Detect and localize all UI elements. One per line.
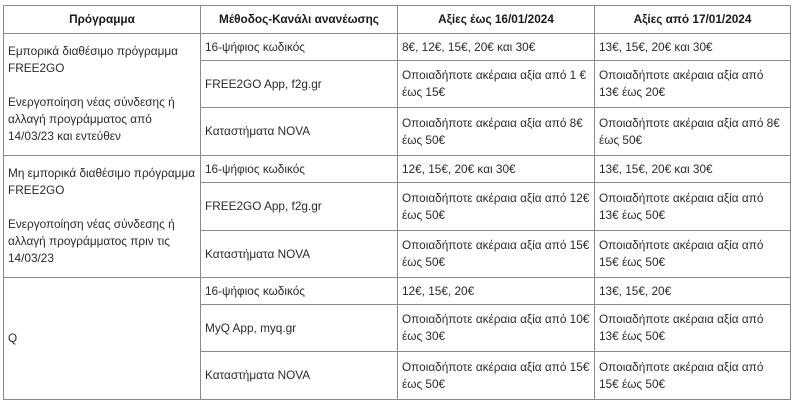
method-cell: Καταστήματα NOVA (201, 231, 398, 278)
value-after-cell: Οποιαδήποτε ακέραια αξία από 15€ έως 50€ (595, 352, 791, 400)
value-after-cell: 13€, 15€, 20€ (595, 277, 791, 304)
value-after-cell: Οποιαδήποτε ακέραια αξία από 13€ έως 20€ (595, 61, 791, 108)
value-before-cell: Οποιαδήποτε ακέραια αξία από 10€ έως 30€ (398, 305, 595, 352)
value-before-cell: Οποιαδήποτε ακέραια αξία από 1 € έως 15€ (398, 61, 595, 108)
method-cell: FREE2GO App, f2g.gr (201, 183, 398, 231)
program-cell (4, 155, 201, 277)
value-before-cell: 12€, 15€, 20€ και 30€ (398, 155, 595, 182)
value-after-cell: 13€, 15€, 20€ και 30€ (595, 155, 791, 182)
program-cell (4, 34, 201, 156)
value-after-cell: Οποιαδήποτε ακέραια αξία από 13€ έως 50€ (595, 305, 791, 352)
method-cell: Καταστήματα NOVA (201, 108, 398, 156)
header-values-before: Αξίες έως 16/01/2024 (398, 6, 595, 34)
value-before-cell: Οποιαδήποτε ακέραια αξία από 12€ έως 50€ (398, 183, 595, 231)
program-cell (4, 277, 201, 399)
header-method: Μέθοδος-Κανάλι ανανέωσης (201, 6, 398, 34)
program-name: Εμπορικά διαθέσιμο πρόγραμμα FREE2GO (8, 44, 179, 76)
method-cell: 16-ψήφιος κωδικός (201, 155, 398, 182)
value-after-cell: Οποιαδήποτε ακέραια αξία από 8€ έως 50€ (595, 108, 791, 156)
value-after-cell: Οποιαδήποτε ακέραια αξία από 15€ έως 50€ (595, 231, 791, 278)
table-row (4, 34, 791, 61)
program-condition: Ενεργοποίηση νέας σύνδεσης ή αλλαγή προγράμματος πριν τις 14/03/23 (8, 217, 175, 266)
method-cell: 16-ψήφιος κωδικός (201, 277, 398, 304)
table-row (4, 277, 791, 304)
program-name: Q (8, 330, 18, 345)
header-program: Πρόγραμμα (4, 6, 201, 34)
program-name: Μη εμπορικά διαθέσιμο πρόγραμμα FREE2GO (8, 166, 196, 198)
value-before-cell: 8€, 12€, 15€, 20€ και 30€ (398, 34, 595, 61)
header-row (4, 6, 791, 34)
value-before-cell: Οποιαδήποτε ακέραια αξία από 15€ έως 50€ (398, 231, 595, 278)
value-after-cell: 13€, 15€, 20€ και 30€ (595, 34, 791, 61)
method-cell: Καταστήματα NOVA (201, 352, 398, 400)
method-cell: 16-ψήφιος κωδικός (201, 34, 398, 61)
renewal-values-table (3, 5, 791, 400)
value-after-cell: Οποιαδήποτε ακέραια αξία από 13€ έως 50€ (595, 183, 791, 231)
method-cell: MyQ App, myq.gr (201, 305, 398, 352)
method-cell: FREE2GO App, f2g.gr (201, 61, 398, 108)
value-before-cell: 12€, 15€, 20€ (398, 277, 595, 304)
table-row (4, 155, 791, 182)
program-condition: Ενεργοποίηση νέας σύνδεσης ή αλλαγή προγράμματος από 14/03/23 και εντεύθεν (8, 95, 175, 144)
value-before-cell: Οποιαδήποτε ακέραια αξία από 8€ έως 50€ (398, 108, 595, 156)
header-values-after: Αξίες από 17/01/2024 (595, 6, 791, 34)
value-before-cell: Οποιαδήποτε ακέραια αξία από 15€ έως 50€ (398, 352, 595, 400)
